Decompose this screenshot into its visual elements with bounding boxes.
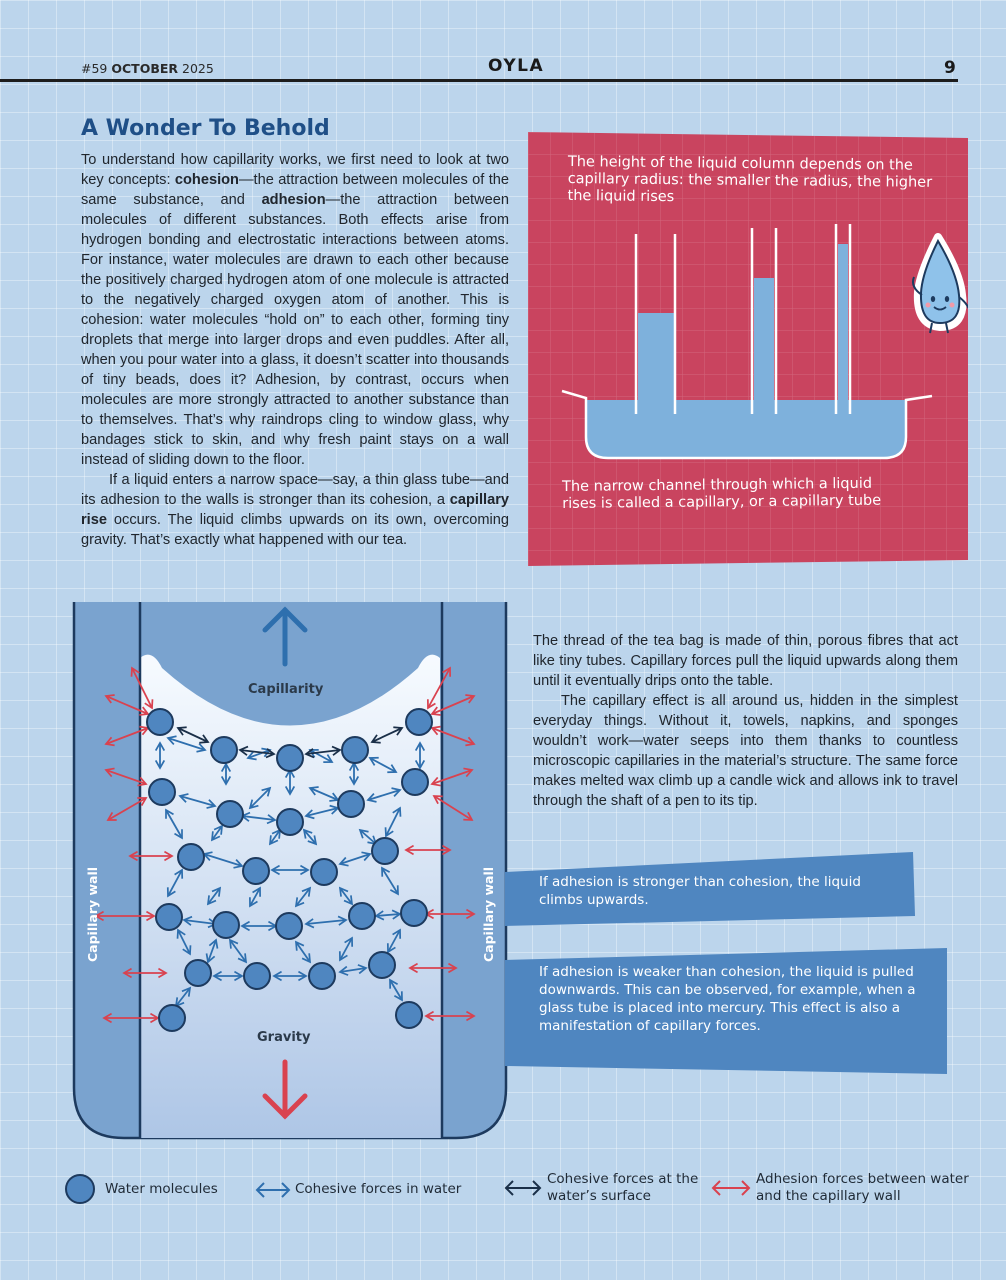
header-divider	[0, 79, 958, 82]
right-wall-label: Capillary wall	[481, 866, 496, 962]
callout-adhesion-weaker: If adhesion is weaker than cohesion, the liquid is pulled downwards. This can be observed, for example, when a glass tube is placed into mercury. This effect is also a manifestation of capillary forces.	[539, 964, 916, 1034]
issue-year: 2025	[182, 61, 214, 76]
legend-adhesion-forces: Adhesion forces between water and the capillary wall	[756, 1171, 969, 1204]
intro-text	[81, 150, 509, 550]
magazine-logo: OYLA	[488, 56, 545, 76]
paragraph-3: The thread of the tea bag is made of thin, porous fibres that act like tiny tubes. Capillary forces pull the liquid upwards along them until it eventually drips onto the table.	[533, 633, 958, 689]
gravity-label: Gravity	[257, 1030, 311, 1045]
term-capillary-rise: capillary rise	[81, 492, 509, 528]
left-wall-label: Capillary wall	[85, 866, 100, 962]
legend-water-molecules: Water molecules	[105, 1181, 218, 1197]
p1-text-c: —the attraction between molecules of different substances. Both effects arise from hydrogen bonding and electrostatic interactions between atoms. For instance, water molecules are drawn to each other because the positively charged hydrogen atom of one molecule is attracted to the negatively charged oxygen atom of another. This is cohesion: water molecules “hold on” to each other, forming tiny droplets that merge into larger drops and even puddles. After all, when you pour water into a glass, it doesn’t scatter into thousands of tiny beads, does it? Adhesion, by contrast, occurs when molecules are more strongly attracted to another substance than to themselves. That’s why raindrops cling to window glass, why bandages stick to skin, and why fresh paint stays on a wall instead of sliding down to the floor.	[81, 192, 510, 468]
capillarity-label: Capillarity	[248, 682, 324, 697]
legend-cohesive-arrow-icon	[254, 1180, 292, 1200]
tube-wide-water	[638, 313, 674, 401]
legend-cohesive-forces: Cohesive forces in water	[295, 1181, 462, 1197]
infographic-caption-top: The height of the liquid column depends on the capillary radius: the smaller the radius, the higher the liquid rises	[567, 154, 933, 206]
infographic-caption-bottom: The narrow channel through which a liquid rises is called a capillary, or a capillary tube	[562, 475, 882, 512]
p1-text-a: To understand how capillarity works, we first need to look at two key concepts:	[81, 152, 509, 188]
issue-number: #59	[81, 61, 108, 76]
paragraph-4: The capillary effect is all around us, hidden in the simplest everyday things. Without it, towels, napkins, and sponges wouldn’t work—water seeps into them thanks to countless microscopic capillaries in the material’s structure. The same force makes melted wax climb up a candle wick and allows ink to travel through the shaft of a pen to its tip.	[533, 693, 958, 809]
legend-surface-arrow-icon	[503, 1178, 543, 1198]
tube-medium-water	[754, 278, 774, 401]
p2-text-a: If a liquid enters a narrow space—say, a thin glass tube—and its adhesion to the walls is stronger than its cohesion, a	[81, 472, 509, 508]
legend-adhesion-arrow-icon	[710, 1178, 752, 1198]
water-column	[140, 655, 442, 1138]
water-basin	[586, 400, 906, 458]
capillary-forces-diagram	[70, 598, 510, 1144]
term-cohesion: cohesion	[174, 172, 239, 188]
legend-surface-forces: Cohesive forces at the water’s surface	[547, 1171, 699, 1204]
paragraph-1	[81, 150, 509, 470]
article-title: A Wonder To Behold	[81, 116, 330, 141]
body-text-right	[533, 631, 958, 811]
paragraph-2	[81, 470, 509, 550]
p2-text-b: occurs. The liquid climbs upwards on its own, overcoming gravity. That’s exactly what happened with our tea.	[81, 512, 509, 548]
page-number: 9	[944, 58, 956, 78]
issue-info	[81, 61, 214, 76]
callout-adhesion-stronger: If adhesion is stronger than cohesion, the liquid climbs upwards.	[539, 874, 861, 908]
term-adhesion: adhesion	[261, 192, 326, 208]
issue-month: OCTOBER	[111, 61, 179, 76]
tube-narrow-water	[838, 244, 848, 401]
p1-text-b: —the attraction between molecules of the same substance, and	[81, 172, 509, 208]
legend-molecule-icon	[64, 1172, 98, 1206]
